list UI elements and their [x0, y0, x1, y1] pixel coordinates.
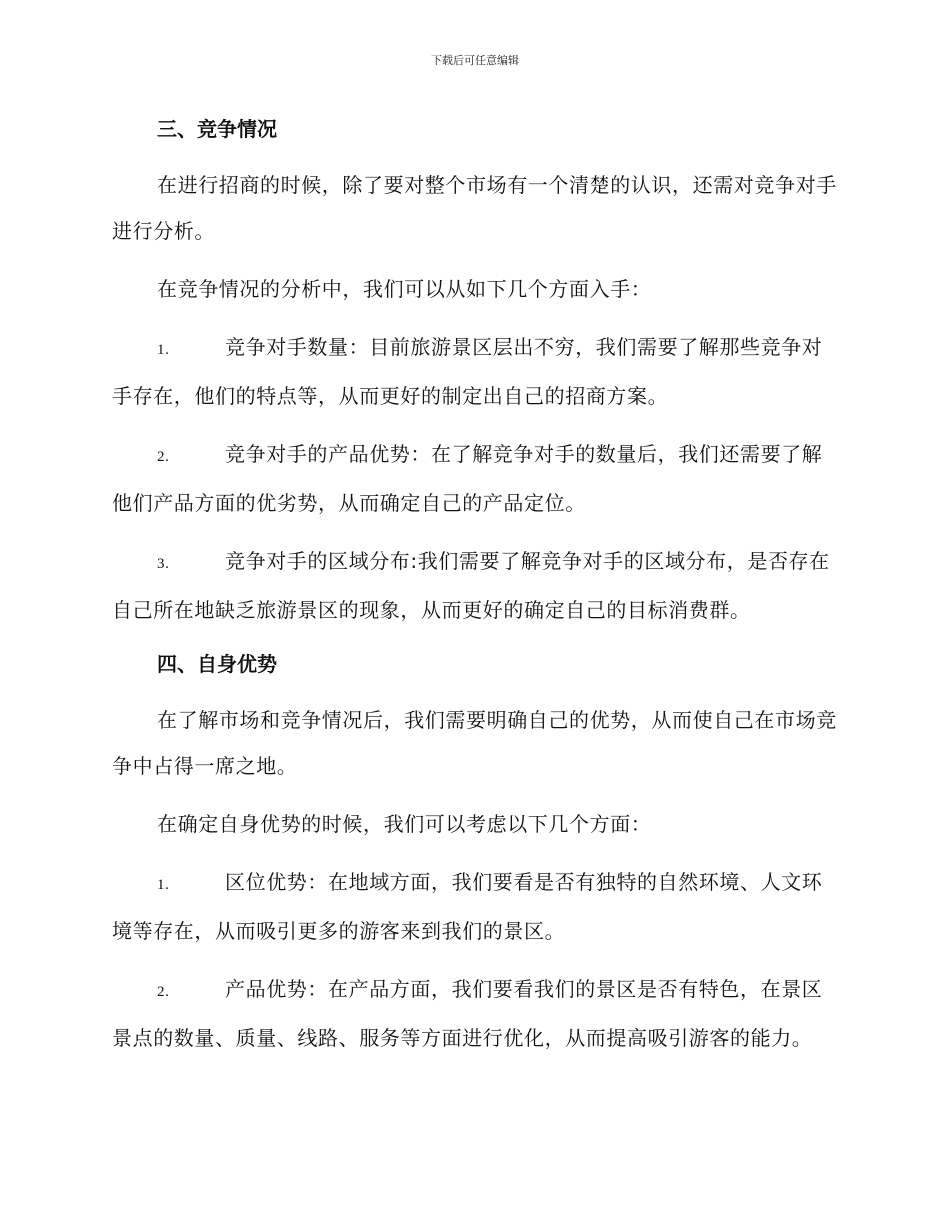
section-heading-advantages: 四、自身优势 [157, 652, 277, 676]
section-lead-paragraph: 在确定自身优势的时候，我们可以考虑以下几个方面： [157, 812, 652, 836]
document-body [112, 110, 840, 1061]
section-lead-paragraph: 在竞争情况的分析中，我们可以从如下几个方面入手： [157, 277, 652, 301]
list-item-text: 竞争对手的区域分布:我们需要了解竞争对手的区域分布，是否存在自己所在地缺乏旅游景区的现象，从而更好的确定自己的目标消费群。 [112, 549, 830, 622]
list-item-text: 区位优势：在地域方面，我们要看是否有独特的自然环境、人文环境等存在，从而吸引更多的游客来到我们的景区。 [112, 870, 823, 943]
list-item [112, 966, 840, 1061]
list-item-number: 3. [157, 556, 170, 572]
list-item-text: 竞争对手数量：目前旅游景区层出不穷，我们需要了解那些竞争对手存在，他们的特点等，从而更好的制定出自己的招商方案。 [112, 335, 823, 408]
list-item [112, 431, 840, 526]
list-item-text: 产品优势：在产品方面，我们要看我们的景区是否有特色，在景区景点的数量、质量、线路、服务等方面进行优化，从而提高吸引游客的能力。 [112, 977, 823, 1050]
section-intro-paragraph: 在了解市场和竞争情况后，我们需要明确自己的优势，从而使自己在市场竞争中占得一席之地。 [112, 708, 837, 778]
section-heading-competition: 三、竞争情况 [157, 117, 277, 141]
list-item-number: 2. [157, 984, 170, 1000]
page-header: 下载后可任意编辑 [431, 54, 519, 67]
list-item [112, 538, 840, 633]
section-intro-paragraph: 在进行招商的时候，除了要对整个市场有一个清楚的认识，还需对竞争对手进行分析。 [112, 173, 837, 243]
list-item [112, 324, 840, 419]
list-item-number: 1. [157, 877, 170, 893]
list-item-number: 1. [157, 342, 170, 358]
list-item [112, 859, 840, 954]
list-item-number: 2. [157, 449, 170, 465]
list-item-text: 竞争对手的产品优势：在了解竞争对手的数量后，我们还需要了解他们产品方面的优劣势，从而确定自己的产品定位。 [112, 442, 823, 515]
